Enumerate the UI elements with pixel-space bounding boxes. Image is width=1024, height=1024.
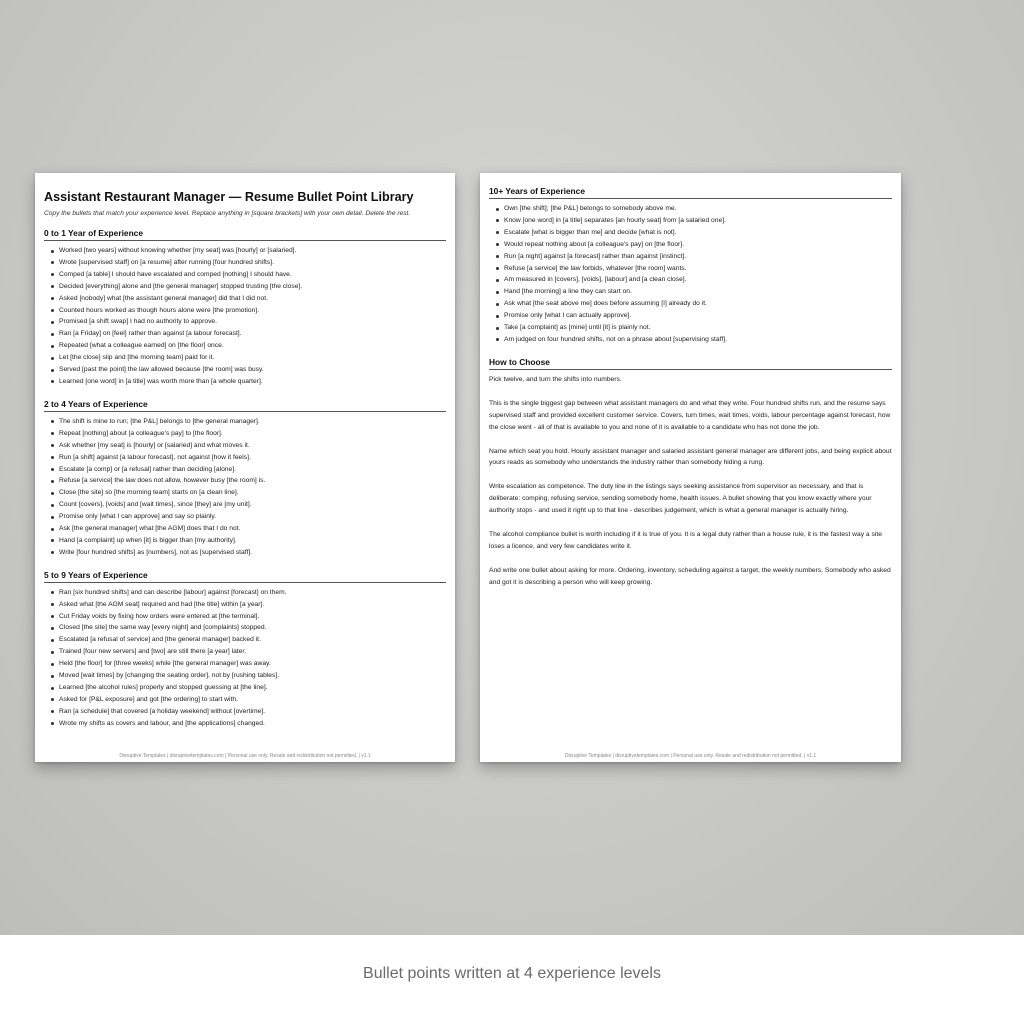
list-item: Hand [the morning] a line they can start on. xyxy=(495,286,892,298)
paragraph: Pick twelve, and turn the shifts into numbers. xyxy=(489,375,622,383)
page-one xyxy=(35,173,455,762)
list-item: Ask [the general manager] what [the AGM] does that I do not. xyxy=(50,523,446,535)
image-caption: Bullet points written at 4 experience levels xyxy=(363,965,661,982)
list-item: Worked [two years] without knowing whether [my seat] was [hourly] or [salaried]. xyxy=(50,245,446,257)
page-two xyxy=(480,173,901,762)
paragraph: This is the single biggest gap between what assistant managers do and what they write. Four hundred shifts run, and the resume says supervised staff and provided excellent customer service. Covers, turn times, wait times, voids, labour percentage against forecast, how the close went - all of that is available to you and none of it is available to a candidate who has not done the job. xyxy=(489,399,891,431)
list-item: Promise only [what I can approve] and say so plainly. xyxy=(50,511,446,523)
list-item: Wrote my shifts as covers and labour, and [the applications] changed. xyxy=(50,718,446,730)
page-footer: Disruptive Templates | disruptivetemplates.com | Personal use only. Resale and redistribution not permitted. | v1.1 xyxy=(564,753,817,759)
paragraph: The alcohol compliance bullet is worth including if it is true of you. It is a legal duty rather than a house rule, it is the fastest way a site loses a licence, and very few candidates write it. xyxy=(489,531,882,550)
list-item: Ran [a schedule] that covered [a holiday weekend] without [overtime]. xyxy=(50,706,446,718)
list-item: Write [four hundred shifts] as [numbers], not as [supervised staff]. xyxy=(50,547,446,559)
list-item: Count [covers], [voids] and [wait times], since [they] are [my unit]. xyxy=(50,499,446,511)
list-item: Ask what [the seat above me] does before assuming [I] already do it. xyxy=(495,298,892,310)
list-item: Learned [the alcohol rules] properly and stopped guessing at [the line]. xyxy=(50,682,446,694)
list-item: Trained [four new servers] and [two] are still there [a year] later. xyxy=(50,646,446,658)
list-item: Own [the shift]; [the P&L] belongs to somebody above me. xyxy=(495,203,892,215)
list-item: Served [past the point] the law allowed because [the room] was busy. xyxy=(50,364,446,376)
page-footer: Disruptive Templates | disruptivetemplates.com | Personal use only. Resale and redistribution not permitted. | v1.1 xyxy=(119,753,371,759)
section-heading-10-plus-years: 10+ Years of Experience xyxy=(489,185,892,199)
list-item: Asked for [P&L exposure] and got [the ordering] to start with. xyxy=(50,694,446,706)
list-item: Asked [nobody] what [the assistant general manager] did that I did not. xyxy=(50,293,446,305)
list-item: Ran [a Friday] on [feel] rather than against [a labour forecast]. xyxy=(50,328,446,340)
list-item: Closed [the site] the same way [every night] and [complaints] stopped. xyxy=(50,622,446,634)
list-item: Cut Friday voids by fixing how orders were entered at [the terminal]. xyxy=(50,611,446,623)
list-item: Take [a complaint] as [mine] until [it] is plainly not. xyxy=(495,322,892,334)
list-item: Run [a night] against [a forecast] rather than against [instinct]. xyxy=(495,251,892,263)
list-item: Ran [six hundred shifts] and can describe [labour] against [forecast] on them. xyxy=(50,587,446,599)
list-item: Repeated [what a colleague earned] on [the floor] once. xyxy=(50,340,446,352)
list-item: Moved [wait times] by [changing the seating order], not by [rushing tables]. xyxy=(50,670,446,682)
list-item: Counted hours worked as though hours alone were [the promotion]. xyxy=(50,305,446,317)
bullet-list-2-4-years xyxy=(44,416,446,559)
list-item: Asked what [the AGM seat] required and had [the title] within [a year]. xyxy=(50,599,446,611)
section-heading-0-1-years: 0 to 1 Year of Experience xyxy=(44,227,446,241)
document-title: Assistant Restaurant Manager — Resume Bullet Point Library xyxy=(44,190,414,204)
bullet-list-0-1-years xyxy=(44,245,446,388)
list-item: Decided [everything] alone and [the general manager] stopped trusting [the close]. xyxy=(50,281,446,293)
list-item: Hand [a complaint] up when [it] is bigger than [my authority]. xyxy=(50,535,446,547)
section-heading-5-9-years: 5 to 9 Years of Experience xyxy=(44,569,446,583)
list-item: Held [the floor] for [three weeks] while [the general manager] was away. xyxy=(50,658,446,670)
list-item: Am judged on four hundred shifts, not on a phrase about [supervising staff]. xyxy=(495,334,892,346)
document-subtitle: Copy the bullets that match your experience level. Replace anything in [square brackets] with your own detail. Delete the rest. xyxy=(44,210,411,217)
list-item: Learned [one word] in [a title] was worth more than [a whole quarter]. xyxy=(50,376,446,388)
list-item: Escalate [a comp] or [a refusal] rather than deciding [alone]. xyxy=(50,464,446,476)
paragraph: Name which seat you hold. Hourly assistant manager and salaried assistant general manager are different jobs, and being explicit about yours reads as somebody who understands the industry rather than somebody hiding a rung. xyxy=(489,447,892,467)
bullet-list-10-plus-years xyxy=(489,203,892,346)
list-item: Run [a shift] against [a labour forecast], not against [how it feels]. xyxy=(50,452,446,464)
list-item: Refuse [a service] the law forbids, whatever [the room] wants. xyxy=(495,263,892,275)
list-item: Promise only [what I can actually approve]. xyxy=(495,310,892,322)
section-heading-2-4-years: 2 to 4 Years of Experience xyxy=(44,398,446,412)
list-item: Promised [a shift swap] I had no authority to approve. xyxy=(50,316,446,328)
paragraph: Write escalation as competence. The duty line in the listings says seeking assistance from supervisor as necessary, and that is deliberate: comping, refusing service, sending somebody home, health issues. A bullet showing that you know exactly where your authority stops - and used it right up to that line - describes judgement, which is what a general manager is actually hiring. xyxy=(489,483,872,515)
list-item: Know [one word] in [a title] separates [an hourly seat] from [a salaried one]. xyxy=(495,215,892,227)
list-item: Escalated [a refusal of service] and [the general manager] backed it. xyxy=(50,634,446,646)
list-item: Am measured in [covers], [voids], [labour] and [a clean close]. xyxy=(495,274,892,286)
list-item: The shift is mine to run; [the P&L] belongs to [the general manager]. xyxy=(50,416,446,428)
list-item: Escalate [what is bigger than me] and decide [what is not]. xyxy=(495,227,892,239)
list-item: Refuse [a service] the law does not allow, however busy [the room] is. xyxy=(50,475,446,487)
list-item: Would repeat nothing about [a colleague's pay] on [the floor]. xyxy=(495,239,892,251)
list-item: Wrote [supervised staff] on [a resume] after running [four hundred shifts]. xyxy=(50,257,446,269)
paragraph: And write one bullet about asking for more. Ordering, inventory, scheduling against a target, the weekly numbers. Somebody who asked and got it is describing a person who will keep growing. xyxy=(489,566,891,586)
list-item: Let [the close] slip and [the morning team] paid for it. xyxy=(50,352,446,364)
list-item: Ask whether [my seat] is [hourly] or [salaried] and what moves it. xyxy=(50,440,446,452)
section-heading-how-to-choose: How to Choose xyxy=(489,356,892,370)
list-item: Close [the site] so [the morning team] starts on [a clean line]. xyxy=(50,487,446,499)
list-item: Comped [a table] I should have escalated and comped [nothing] I should have. xyxy=(50,269,446,281)
list-item: Repeat [nothing] about [a colleague's pay] to [the floor]. xyxy=(50,428,446,440)
bullet-list-5-9-years xyxy=(44,587,446,730)
